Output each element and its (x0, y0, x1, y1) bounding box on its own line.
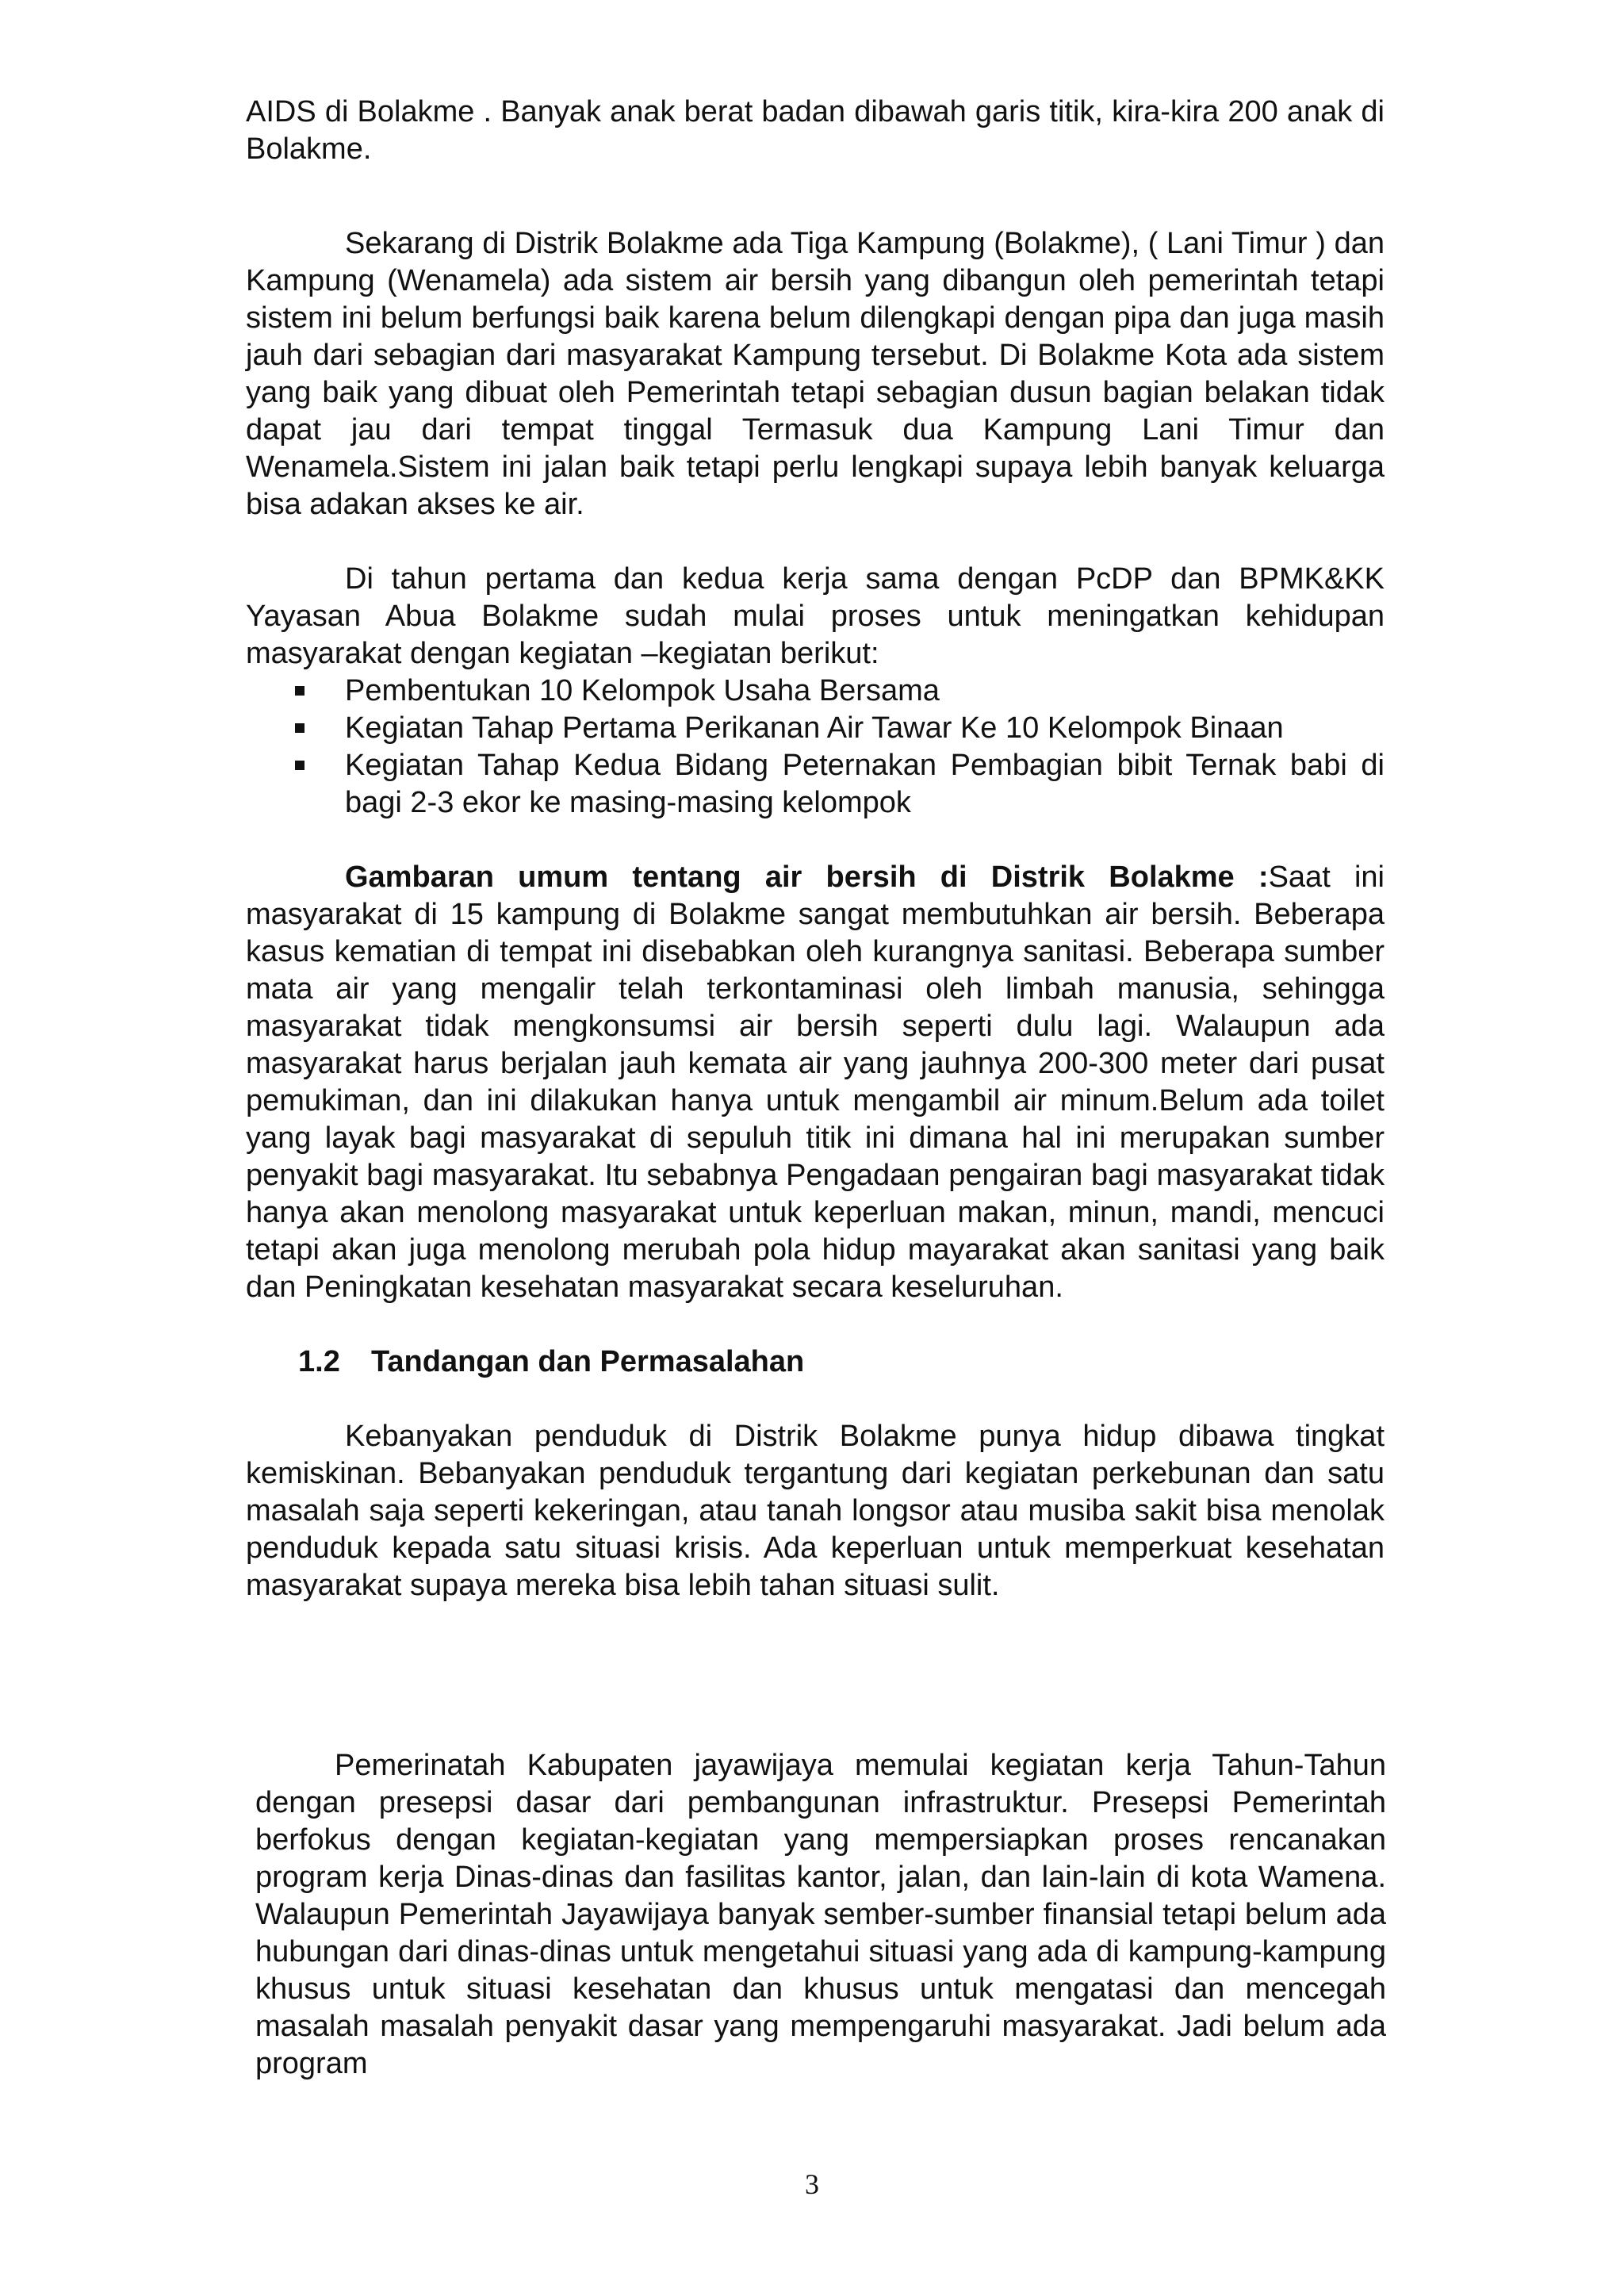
document-body (246, 94, 1385, 1604)
paragraph-government: Pemerinatah Kabupaten jayawijaya memulai kegiatan kerja Tahun-Tahun dengan presepsi dasar dari pembangunan infrastruktur. Presepsi Pemerintah berfokus dengan kegiatan-kegiatan yang mempersiapkan proses rencanakan program kerja Dinas-dinas dan fasilitas kantor, jalan, dan lain-lain di kota Wamena. Walaupun Pemerintah Jayawijaya banyak sember-sumber finansial tetapi belum ada hubungan dari dinas-dinas untuk mengetahui situasi yang ada di kampung-kampung khusus untuk situasi kesehatan dan khusus untuk mengatasi dan mencegah masalah masalah penyakit dasar yang mempengaruhi masyarakat. Jadi belum ada program (255, 1749, 1386, 2080)
page-number: 3 (805, 2168, 819, 2200)
section-heading (246, 1343, 1385, 1381)
square-bullet-icon (295, 723, 304, 733)
square-bullet-icon (295, 686, 304, 696)
list-item-text: Kegiatan Tahap Pertama Perikanan Air Tawar Ke 10 Kelompok Binaan (345, 711, 1284, 745)
section-title: Tandangan dan Permasalahan (371, 1345, 805, 1378)
paragraph-first-year: Di tahun pertama dan kedua kerja sama dengan PcDP dan BPMK&KK Yayasan Abua Bolakme sudah mulai proses untuk meningatkan kehidupan masyarakat dengan kegiatan –kegiatan berikut: (246, 562, 1385, 670)
government-block (255, 1747, 1386, 2083)
paragraph-poverty: Kebanyakan penduduk di Distrik Bolakme punya hidup dibawa tingkat kemiskinan. Bebanyakan penduduk tergantung dari kegiatan perkebunan dan satu masalah saja seperti kekeringan, atau tanah longsor atau musiba sakit bisa menolak penduduk kepada satu situasi krisis. Ada keperluan untuk memperkuat kesehatan masyarakat supaya mereka bisa lebih tahan situasi sulit. (246, 1420, 1385, 1602)
list-item-text: Kegiatan Tahap Kedua Bidang Peternakan Pembagian bibit Ternak babi di bagi 2-3 ekor ke masing-masing kelompok (345, 749, 1385, 819)
activity-list (246, 673, 1385, 822)
paragraph-aids: AIDS di Bolakme . Banyak anak berat badan dibawah garis titik, kira-kira 200 anak di Bolakme. (246, 95, 1385, 166)
overview-text: Saat ini masyarakat di 15 kampung di Bolakme sangat membutuhkan air bersih. Beberapa kasus kematian di tempat ini disebabkan oleh kurangnya sanitasi. Beberapa sumber mata air yang mengalir telah terkontaminasi oleh limbah manusia, sehingga masyarakat tidak mengkonsumsi air bersih seperti dulu lagi. Walaupun ada masyarakat harus berjalan jauh kemata air yang jauhnya 200-300 meter dari pusat pemukiman, dan ini dilakukan hanya untuk mengambil air minum.Belum ada toilet yang layak bagi masyarakat di sepuluh titik ini dimana hal ini merupakan sumber penyakit bagi masyarakat. Itu sebabnya Pengadaan pengairan bagi masyarakat tidak hanya akan menolong masyarakat untuk keperluan makan, minun, mandi, mencuci tetapi akan juga menolong merubah pola hidup mayarakat akan sanitasi yang baik dan Peningkatan kesehatan masyarakat secara keseluruhan. (246, 861, 1385, 1304)
square-bullet-icon (295, 761, 304, 770)
paragraph-clean-water-overview (246, 859, 1385, 1306)
list-item (246, 673, 1385, 710)
list-item-text: Pembentukan 10 Kelompok Usaha Bersama (345, 674, 940, 707)
paragraph-water-system: Sekarang di Distrik Bolakme ada Tiga Kampung (Bolakme), ( Lani Timur ) dan Kampung (Wenamela) ada sistem air bersih yang dibangun oleh pemerintah tetapi sistem ini belum berfungsi baik karena belum dilengkapi dengan pipa dan juga masih jauh dari sebagian dari masyarakat Kampung tersebut. Di Bolakme Kota ada sistem yang baik yang dibuat oleh Pemerintah tetapi sebagian dusun bagian belakan tidak dapat jau dari tempat tinggal Termasuk dua Kampung Lani Timur dan Wenamela.Sistem ini jalan baik tetapi perlu lengkapi supaya lebih banyak keluarga bisa adakan akses ke air. (246, 227, 1385, 521)
list-item (246, 710, 1385, 747)
list-item (246, 747, 1385, 822)
overview-bold-lead: Gambaran umum tentang air bersih di Distrik Bolakme : (345, 861, 1269, 894)
section-number: 1.2 (298, 1345, 340, 1378)
